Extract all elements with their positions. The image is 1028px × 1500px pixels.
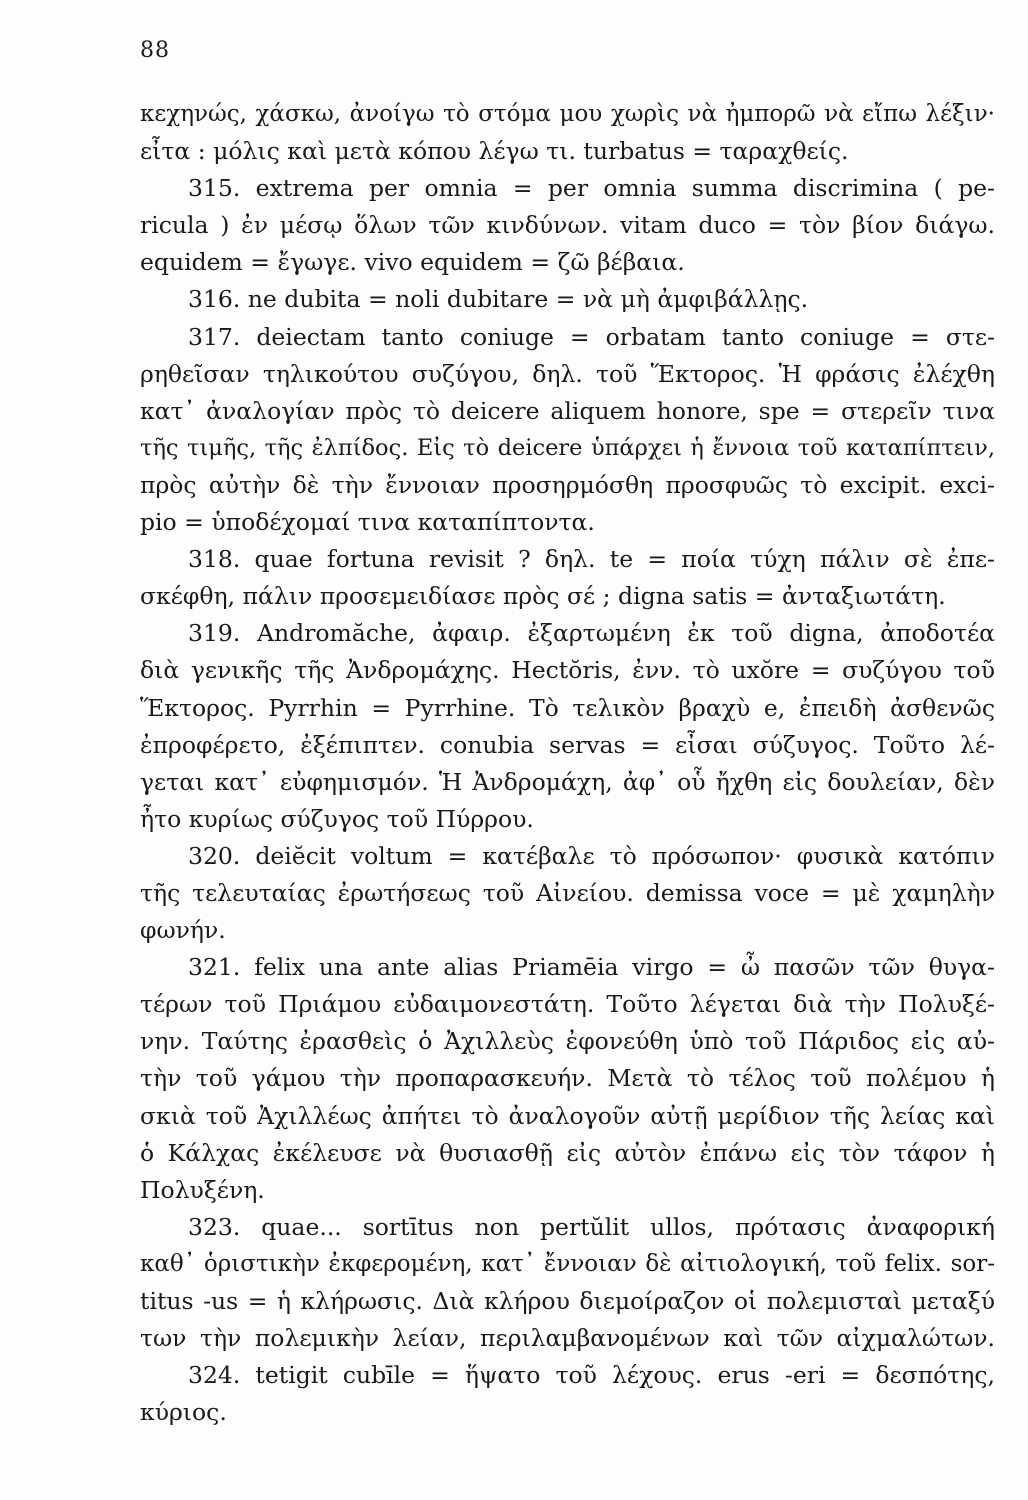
text-line: κατ᾽ ἀναλογίαν πρὸς τὸ deicere aliquem honore, spe = στερεῖν τινα <box>140 396 995 425</box>
text-line: equidem = ἔγωγε. vivo equidem = ζῶ βέβαια. <box>140 248 685 277</box>
text-line: 324. tetigit cubīle = ἥψατο τοῦ λέχους. erus -eri = δεσπότης, <box>188 1361 995 1390</box>
text-line: Ἕκτορος. Pyrrhin = Pyrrhine. Τὸ τελικὸν βραχὺ e, ἐπειδὴ ἀσθενῶς <box>140 693 995 722</box>
text-line: 323. quae... sortītus non pertŭlit ullos, πρότασις ἀναφορική <box>188 1212 995 1241</box>
text-line: titus -us = ἡ κλήρωσις. Διὰ κλήρου διεμοίραζον οἱ πολεμισταὶ μεταξύ <box>140 1287 995 1315</box>
text-line: 319. Andromăche, ἀφαιρ. ἐξαρτωμένη ἐκ τοῦ digna, ἀποδοτέα <box>188 619 995 648</box>
text-line: διὰ γενικῆς τῆς Ἀνδρομάχης. Hectŏris, ἐνν. τὸ uxŏre = συζύγου τοῦ <box>140 656 995 685</box>
text-line: σκέφθη, πάλιν προσεμειδίασε πρὸς σέ ; digna satis = ἀνταξιωτάτη. <box>140 582 946 611</box>
text-line: των τὴν πολεμικὴν λείαν, περιλαμβανομένων καὶ τῶν αἰχμαλώτων. <box>140 1324 995 1353</box>
text-line: πρὸς αὐτὴν δὲ τὴν ἔννοιαν προσηρμόσθη προσφυῶς τὸ excipit. exci- <box>140 470 995 499</box>
text-line: ἐπροφέρετο, ἐξέπιπτεν. conubia servas = εἶσαι σύζυγος. Τοῦτο λέ- <box>140 730 995 759</box>
text-line: κεχηνώς, χάσκω, ἀνοίγω τὸ στόμα μου χωρὶς νὰ ἠμπορῶ νὰ εἴπω λέξιν· <box>140 101 995 127</box>
text-line: τέρων τοῦ Πριάμου εὐδαιμονεστάτη. Τοῦτο λέγεται διὰ τὴν Πολυξέ- <box>140 990 995 1019</box>
text-line: ἦτο κυρίως σύζυγος τοῦ Πύρρου. <box>140 804 534 833</box>
text-line: Πολυξένη. <box>140 1175 265 1204</box>
text-line: 315. extrema per omnia = per omnia summa discrimina ( pe- <box>188 174 995 203</box>
text-line: εἶτα : μόλις καὶ μετὰ κόπου λέγω τι. turbatus = ταραχθείς. <box>140 137 849 166</box>
text-line: 318. quae fortuna revisit ? δηλ. te = ποία τύχη πάλιν σὲ ἐπε- <box>188 545 995 574</box>
text-line: pio = ὑποδέχομαί τινα καταπίπτοντα. <box>140 508 595 537</box>
page-number: 88 <box>140 38 170 63</box>
text-line: τῆς τιμῆς, τῆς ἐλπίδος. Εἰς τὸ deicere ὑπάρχει ἡ ἔννοια τοῦ καταπίπτειν, <box>140 434 995 461</box>
text-line: ricula ) ἐν μέσῳ ὅλων τῶν κινδύνων. vitam duco = τὸν βίον διάγω. <box>140 211 995 240</box>
text-line: φωνήν. <box>140 916 226 945</box>
text-line: καθ᾽ ὁριστικὴν ἐκφερομένη, κατ᾽ ἔννοιαν δὲ αἰτιολογική, τοῦ felix. sor- <box>140 1250 995 1277</box>
text-line: νην. Ταύτης ἐρασθεὶς ὁ Ἀχιλλεὺς ἐφονεύθη ὑπὸ τοῦ Πάριδος εἰς αὐ- <box>140 1027 995 1056</box>
text-line: τῆς τελευταίας ἐρωτήσεως τοῦ Αἰνείου. demissa voce = μὲ χαμηλὴν <box>140 878 995 907</box>
text-line: 320. deiĕcit voltum = κατέβαλε τὸ πρόσωπον· φυσικὰ κατόπιν <box>188 841 995 870</box>
text-line: ρηθεῖσαν τηλικούτου συζύγου, δηλ. τοῦ Ἕκτορος. Ἡ φράσις ἐλέχθη <box>140 359 995 388</box>
text-line: γεται κατ᾽ εὐφημισμόν. Ἡ Ἀνδρομάχη, ἀφ᾽ οὗ ἤχθη εἰς δουλείαν, δὲν <box>140 767 995 796</box>
text-line: κύριος. <box>140 1398 227 1427</box>
text-line: 321. felix una ante alias Priamēia virgo = ὦ πασῶν τῶν θυγα- <box>188 953 995 982</box>
text-line: τὴν τοῦ γάμου τὴν προπαρασκευήν. Μετὰ τὸ τέλος τοῦ πολέμου ἡ <box>140 1064 995 1093</box>
text-line: 317. deiectam tanto coniuge = orbatam tanto coniuge = στε- <box>188 322 995 351</box>
text-line: ὁ Κάλχας ἐκέλευσε νὰ θυσιασθῇ εἰς αὐτὸν ἐπάνω εἰς τὸν τάφον ἡ <box>140 1138 995 1167</box>
text-line: σκιὰ τοῦ Ἀχιλλέως ἀπήτει τὸ ἀναλογοῦν αὐτῇ μερίδιον τῆς λείας καὶ <box>140 1101 995 1130</box>
commentary-text <box>140 96 995 1431</box>
text-line: 316. ne dubita = noli dubitare = νὰ μὴ ἀμφιβάλλῃς. <box>188 285 809 314</box>
